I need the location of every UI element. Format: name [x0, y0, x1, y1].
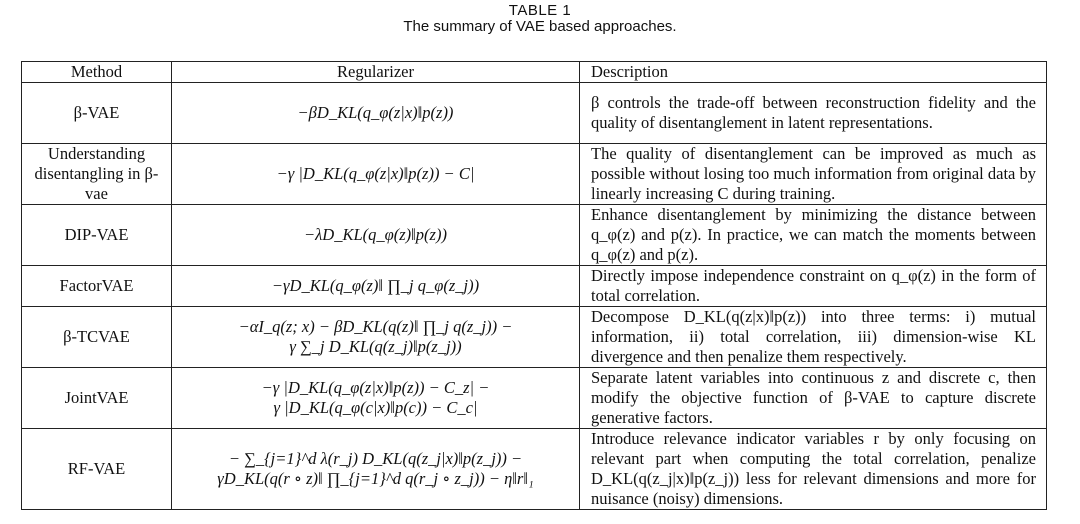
- method-cell: DIP-VAE: [22, 205, 172, 266]
- vae-summary-table: [21, 61, 1047, 510]
- table-row: [22, 368, 1047, 429]
- regularizer-line: −γD_KL(q_φ(z)‖ ∏_j q_φ(z_j)): [271, 276, 480, 295]
- regularizer-cell: [172, 266, 580, 307]
- table-caption: The summary of VAE based approaches.: [403, 18, 677, 35]
- method-cell: Understanding disentangling in β-vae: [22, 144, 172, 205]
- header-description: Description: [580, 62, 1047, 83]
- table-row: [22, 83, 1047, 144]
- regularizer-line: γD_KL(q(r ∘ z)‖ ∏_{j=1}^d q(r_j ∘ z_j)) − η‖r‖₁: [217, 469, 534, 488]
- regularizer-line: −αI_q(z; x) − βD_KL(q(z)‖ ∏_j q(z_j)) −: [238, 317, 513, 336]
- regularizer-line: −γ |D_KL(q_φ(z|x)‖p(z)) − C|: [276, 164, 475, 183]
- regularizer-cell: [172, 83, 580, 144]
- regularizer-cell: [172, 144, 580, 205]
- description-cell: Decompose D_KL(q(z|x)‖p(z)) into three terms: i) mutual information, ii) total correlation, iii) dimension-wise KL divergence and then penalize them respectively.: [580, 307, 1047, 368]
- table-header-row: [22, 62, 1047, 83]
- table-label: TABLE 1: [508, 2, 572, 19]
- regularizer-line: −γ |D_KL(q_φ(z|x)‖p(z)) − C_z| −: [261, 378, 490, 397]
- table-row: [22, 205, 1047, 266]
- regularizer-line: − ∑_{j=1}^d λ(r_j) D_KL(q(z_j|x)‖p(z_j)) −: [228, 449, 523, 468]
- table-row: [22, 266, 1047, 307]
- header-method: Method: [22, 62, 172, 83]
- table-row: [22, 144, 1047, 205]
- description-cell: Directly impose independence constraint on q_φ(z) in the form of total correlation.: [580, 266, 1047, 307]
- regularizer-line: γ ∑_j D_KL(q(z_j)‖p(z_j)): [289, 337, 462, 356]
- description-cell: Enhance disentanglement by minimizing the distance between q_φ(z) and p(z). In practice, we can match the moments between q_φ(z) and p(z).: [580, 205, 1047, 266]
- method-cell: RF-VAE: [22, 429, 172, 510]
- regularizer-cell: [172, 307, 580, 368]
- method-cell: JointVAE: [22, 368, 172, 429]
- method-cell: FactorVAE: [22, 266, 172, 307]
- method-cell: β-TCVAE: [22, 307, 172, 368]
- regularizer-cell: [172, 205, 580, 266]
- table-row: [22, 429, 1047, 510]
- description-cell: The quality of disentanglement can be improved as much as possible without losing too much information from original data by linearly increasing C during training.: [580, 144, 1047, 205]
- description-cell: Introduce relevance indicator variables r by only focusing on relevant part when computing the total correlation, penalize D_KL(q(z_j|x)‖p(z_j)) less for relevant dimensions and more for nuisance (noisy) dimensions.: [580, 429, 1047, 510]
- table-row: [22, 307, 1047, 368]
- header-regularizer: Regularizer: [172, 62, 580, 83]
- regularizer-line: −βD_KL(q_φ(z|x)‖p(z)): [297, 103, 454, 122]
- description-cell: β controls the trade-off between reconstruction fidelity and the quality of disentanglement in latent representations.: [580, 83, 1047, 144]
- description-cell: Separate latent variables into continuous z and discrete c, then modify the objective function of β-VAE to capture discrete generative factors.: [580, 368, 1047, 429]
- regularizer-cell: [172, 429, 580, 510]
- regularizer-line: −λD_KL(q_φ(z)‖p(z)): [304, 225, 447, 244]
- regularizer-line: γ |D_KL(q_φ(c|x)‖p(c)) − C_c|: [273, 398, 478, 417]
- regularizer-cell: [172, 368, 580, 429]
- method-cell: β-VAE: [22, 83, 172, 144]
